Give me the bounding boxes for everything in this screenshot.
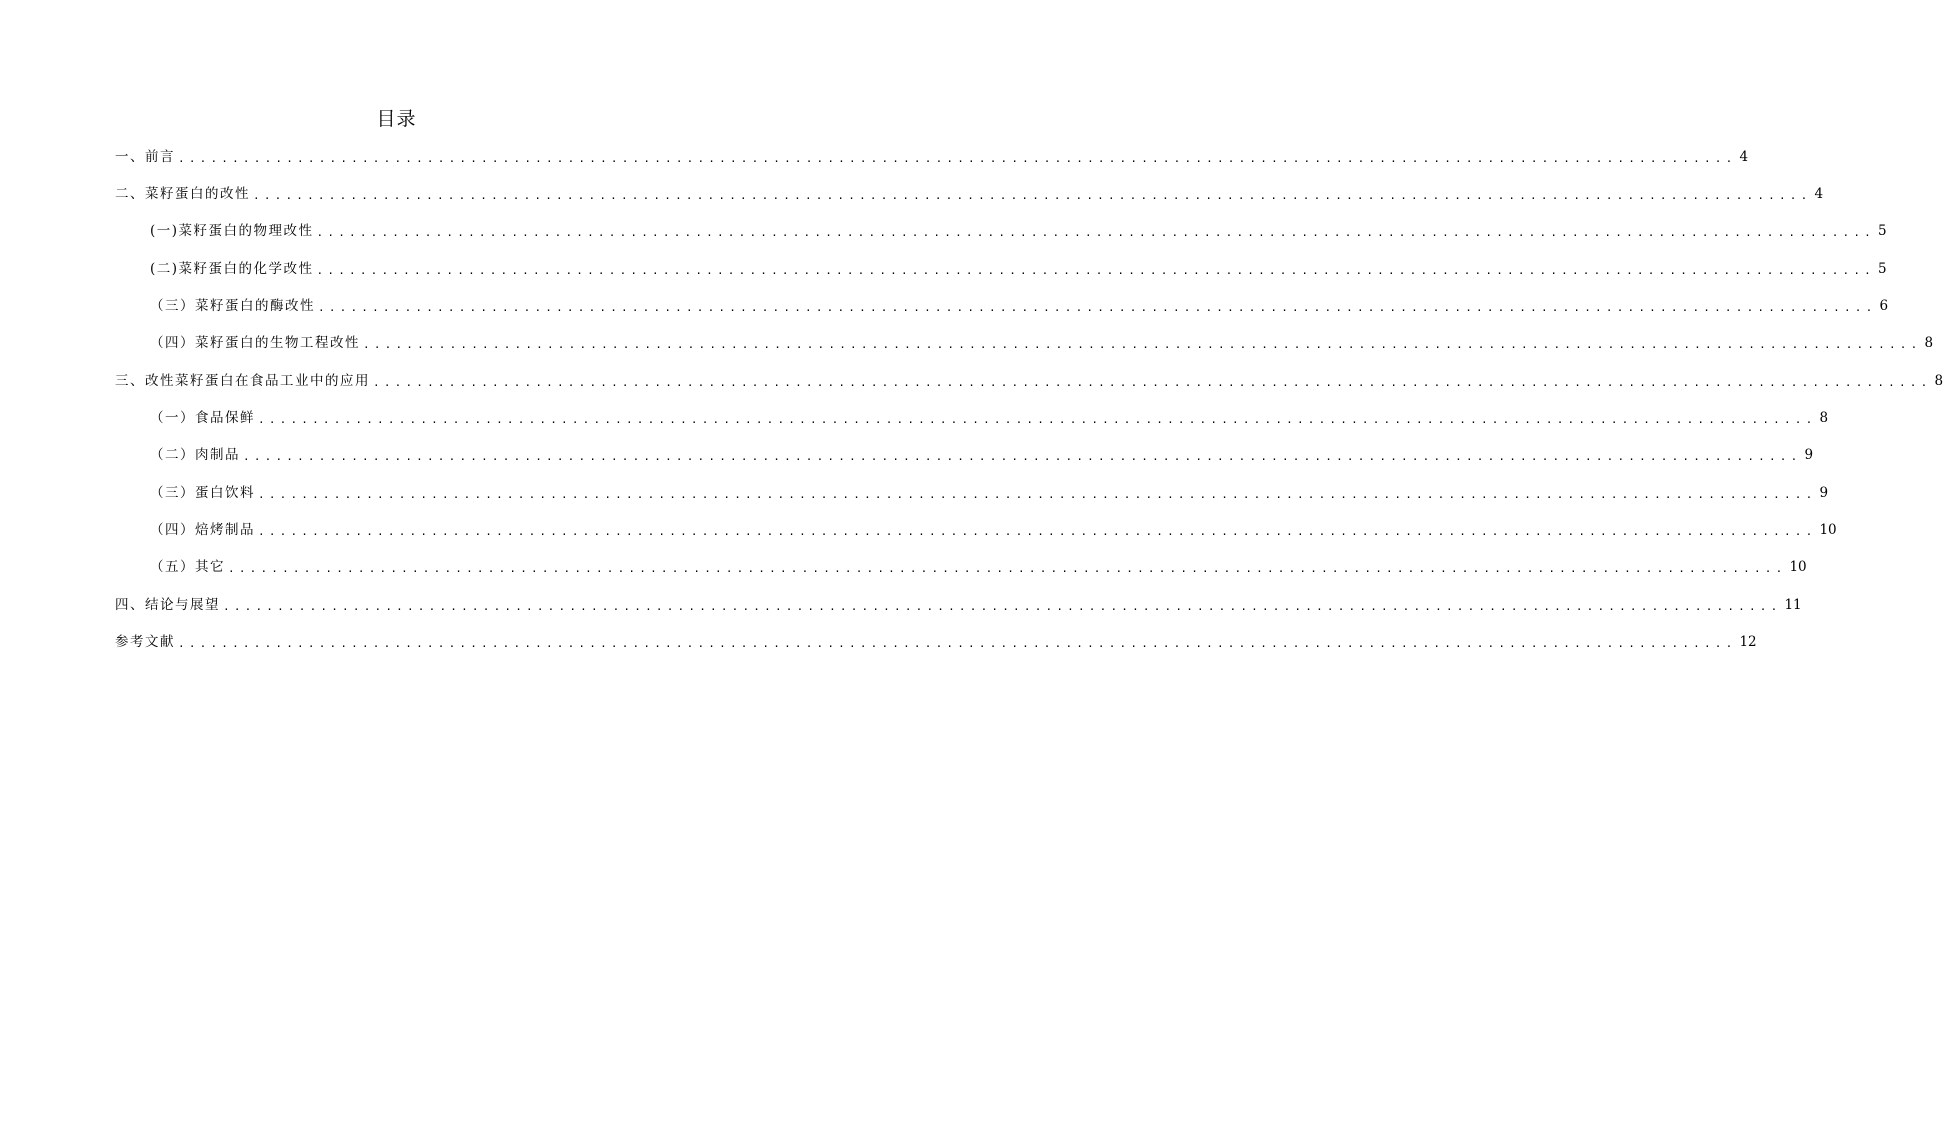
- toc-entry-label: (二)菜籽蛋白的化学改性: [150, 261, 314, 277]
- toc-dot-leader: ................................................................................................................................................: [228, 562, 1787, 575]
- toc-dot-leader: ................................................................................................................................................: [258, 413, 1817, 426]
- toc-entry-label: (一)菜籽蛋白的物理改性: [150, 223, 314, 239]
- toc-entry-protein-beverages[interactable]: [150, 482, 1829, 504]
- toc-entry-food-applications[interactable]: [115, 370, 1943, 392]
- toc-entry-label: （一）食品保鲜: [150, 410, 255, 426]
- toc-entry-label: （三）蛋白饮料: [150, 485, 255, 501]
- toc-entry-baked-goods[interactable]: [150, 519, 1837, 541]
- toc-entry-page: 11: [1784, 597, 1802, 613]
- toc-dot-leader: ................................................................................................................................................: [316, 264, 1875, 277]
- toc-entry-enzyme-modification[interactable]: [150, 295, 1889, 317]
- toc-entry-label: （五）其它: [150, 559, 225, 575]
- toc-dot-leader: ................................................................................................................................................: [373, 376, 1932, 389]
- toc-entry-modification[interactable]: [115, 183, 1824, 205]
- toc-entry-page: 10: [1789, 559, 1807, 575]
- toc-entry-page: 12: [1739, 634, 1757, 650]
- toc-entry-page: 5: [1878, 223, 1887, 239]
- toc-entry-page: 9: [1804, 447, 1814, 463]
- toc-entry-page: 4: [1739, 149, 1749, 165]
- toc-entry-page: 5: [1878, 261, 1887, 277]
- toc-entry-label: 二、菜籽蛋白的改性: [115, 186, 250, 202]
- toc-entry-label: （二）肉制品: [150, 447, 240, 463]
- toc-title: 目录: [376, 108, 417, 130]
- toc-dot-leader: ................................................................................................................................................: [318, 301, 1877, 314]
- toc-entry-page: 8: [1924, 335, 1934, 351]
- toc-entry-others[interactable]: [150, 556, 1807, 578]
- toc-entry-label: 三、改性菜籽蛋白在食品工业中的应用: [115, 373, 370, 389]
- toc-dot-leader: ................................................................................................................................................: [258, 488, 1817, 501]
- toc-dot-leader: ................................................................................................................................................: [178, 637, 1737, 650]
- toc-entry-bioengineering-modification[interactable]: [150, 332, 1934, 354]
- toc-entry-meat-products[interactable]: [150, 444, 1814, 466]
- toc-dot-leader: ................................................................................................................................................: [258, 525, 1817, 538]
- toc-entry-page: 9: [1819, 485, 1829, 501]
- toc-entry-label: （四）焙烤制品: [150, 522, 255, 538]
- toc-entry-page: 8: [1934, 373, 1943, 389]
- toc-dot-leader: ................................................................................................................................................: [363, 338, 1922, 351]
- toc-entry-label: 参考文献: [115, 634, 175, 650]
- toc-entry-food-preservation[interactable]: [150, 407, 1829, 429]
- toc-entry-page: 10: [1819, 522, 1837, 538]
- toc-entry-label: （三）菜籽蛋白的酶改性: [150, 298, 315, 314]
- toc-entry-page: 6: [1879, 298, 1889, 314]
- toc-dot-leader: ................................................................................................................................................: [316, 226, 1875, 239]
- toc-dot-leader: ................................................................................................................................................: [223, 600, 1782, 613]
- toc-entry-preface[interactable]: [115, 146, 1749, 168]
- toc-entry-label: 四、结论与展望: [115, 597, 220, 613]
- toc-dot-leader: ................................................................................................................................................: [243, 450, 1802, 463]
- toc-entry-label: （四）菜籽蛋白的生物工程改性: [150, 335, 360, 351]
- toc-entry-physical-modification[interactable]: [150, 220, 1887, 242]
- toc-entry-conclusion[interactable]: [115, 594, 1802, 616]
- toc-dot-leader: ................................................................................................................................................: [253, 189, 1812, 202]
- toc-entry-page: 4: [1814, 186, 1824, 202]
- toc-entry-chemical-modification[interactable]: [150, 258, 1887, 280]
- toc-entry-page: 8: [1819, 410, 1829, 426]
- toc-entry-label: 一、前言: [115, 149, 175, 165]
- toc-dot-leader: ................................................................................................................................................: [178, 152, 1737, 165]
- toc-entry-references[interactable]: [115, 631, 1757, 653]
